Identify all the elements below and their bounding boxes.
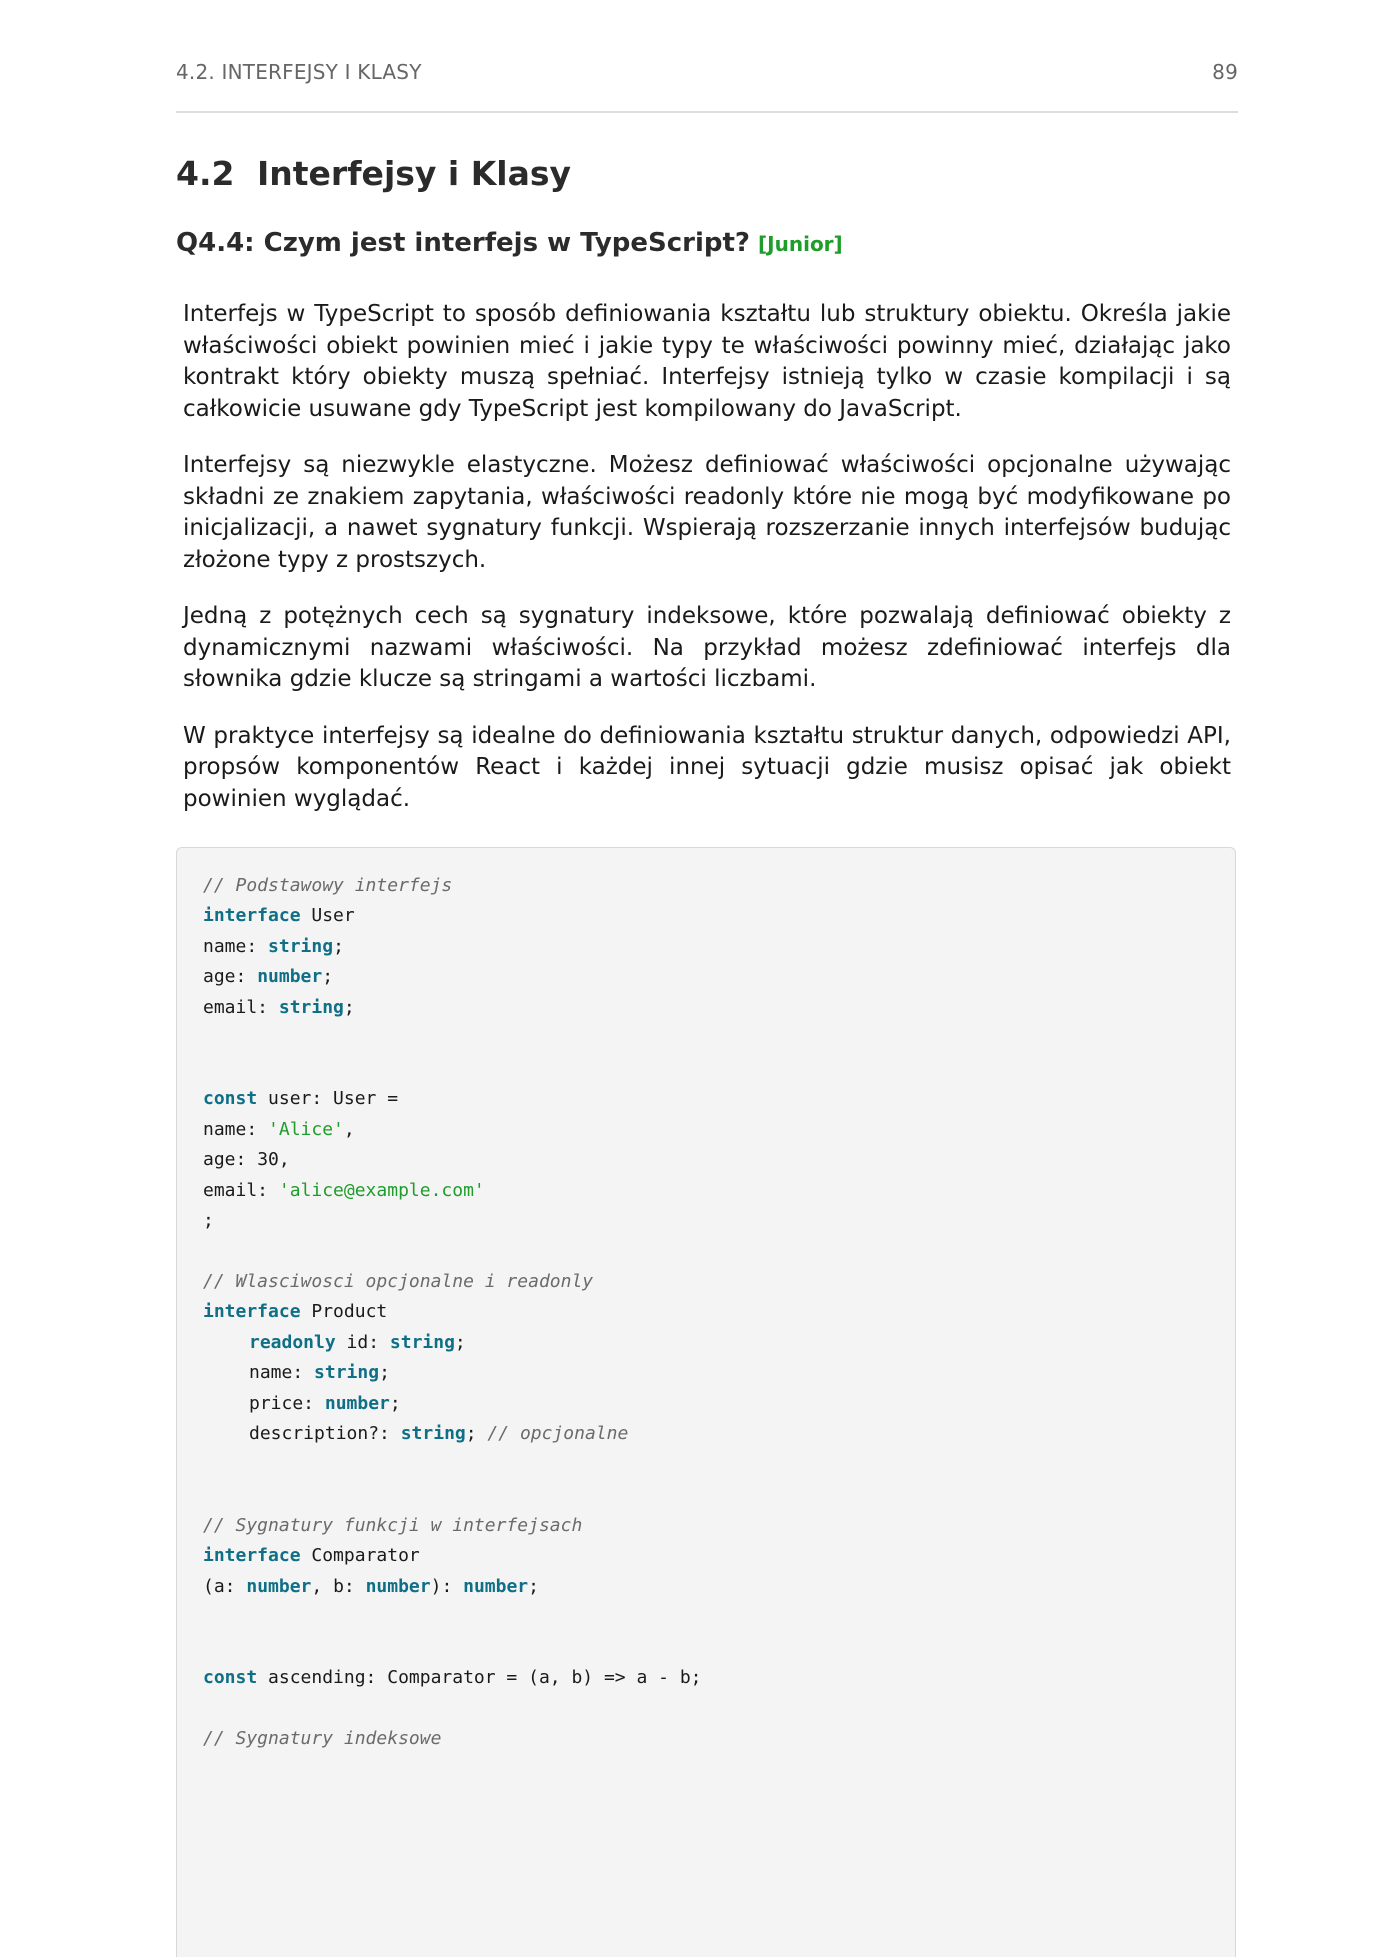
- level-badge: [Junior]: [758, 232, 843, 256]
- code-block: [176, 847, 1236, 1957]
- code-line: // Sygnatury indeksowe: [203, 1728, 442, 1749]
- code-line: name: string;: [249, 1362, 390, 1383]
- code-line: age: 30,: [203, 1149, 290, 1170]
- running-head: [176, 60, 1238, 88]
- code-line: readonly id: string;: [249, 1332, 466, 1353]
- code-line: const user: User =: [203, 1088, 399, 1109]
- code-line: name: 'Alice',: [203, 1119, 355, 1140]
- code-line: // Sygnatury funkcji w interfejsach: [203, 1515, 583, 1536]
- section-heading: [176, 154, 571, 193]
- paragraph: Jedną z potężnych cech są sygnatury indeksowe, które pozwalają definiować obiekty z dynamicznymi nazwami właściwości. Na przykład możesz zdefiniować interfejs dla słownika gdzie klucze są stringami a wartości liczbami.: [183, 603, 1231, 692]
- code-line: (a: number, b: number): number;: [203, 1576, 539, 1597]
- question-label: Q4.4: Czym jest interfejs w TypeScript?: [176, 228, 751, 258]
- running-head-title: 4.2. INTERFEJSY I KLASY: [176, 60, 422, 84]
- section-title: Interfejsy i Klasy: [257, 154, 571, 193]
- code-line: // Podstawowy interfejs: [203, 875, 453, 896]
- code-line: ;: [203, 1210, 214, 1231]
- code-line: email: 'alice@example.com': [203, 1180, 485, 1201]
- answer-body: [183, 299, 1231, 840]
- code-line: email: string;: [203, 997, 355, 1018]
- code-line: interface Comparator: [203, 1545, 420, 1566]
- page-number: 89: [1212, 60, 1238, 84]
- code-line: price: number;: [249, 1393, 401, 1414]
- question-heading: [176, 228, 843, 258]
- section-number: 4.2: [176, 154, 235, 193]
- code-line: // Wlasciwosci opcjonalne i readonly: [203, 1271, 594, 1292]
- code-line: name: string;: [203, 936, 344, 957]
- paragraph: Interfejs w TypeScript to sposób definiowania kształtu lub struktury obiektu. Określa jakie właściwości obiekt powinien mieć i jakie typy te właściwości powinny mieć, działając jako kontrakt który obiekty muszą spełniać. Interfejsy istnieją tylko w czasie kompilacji i są całkowicie usuwane gdy TypeScript jest kompilowany do JavaScript.: [183, 301, 1231, 422]
- paragraph: Interfejsy są niezwykle elastyczne. Możesz definiować właściwości opcjonalne używając składni ze znakiem zapytania, właściwości readonly które nie mogą być modyfikowane po inicjalizacji, a nawet sygnatury funkcji. Wspierają rozszerzanie innych interfejsów budując złożone typy z prostszych.: [183, 452, 1231, 573]
- header-rule: [176, 111, 1238, 113]
- code-line: const ascending: Comparator = (a, b) => a - b;: [203, 1667, 702, 1688]
- code-line: description?: string; // opcjonalne: [249, 1423, 629, 1444]
- code-line: interface Product: [203, 1301, 388, 1322]
- code-line: interface User: [203, 905, 355, 926]
- code-line: age: number;: [203, 966, 334, 987]
- paragraph: W praktyce interfejsy są idealne do definiowania kształtu struktur danych, odpowiedzi API, propsów komponentów React i każdej innej sytuacji gdzie musisz opisać jak obiekt powinien wyglądać.: [183, 722, 1231, 812]
